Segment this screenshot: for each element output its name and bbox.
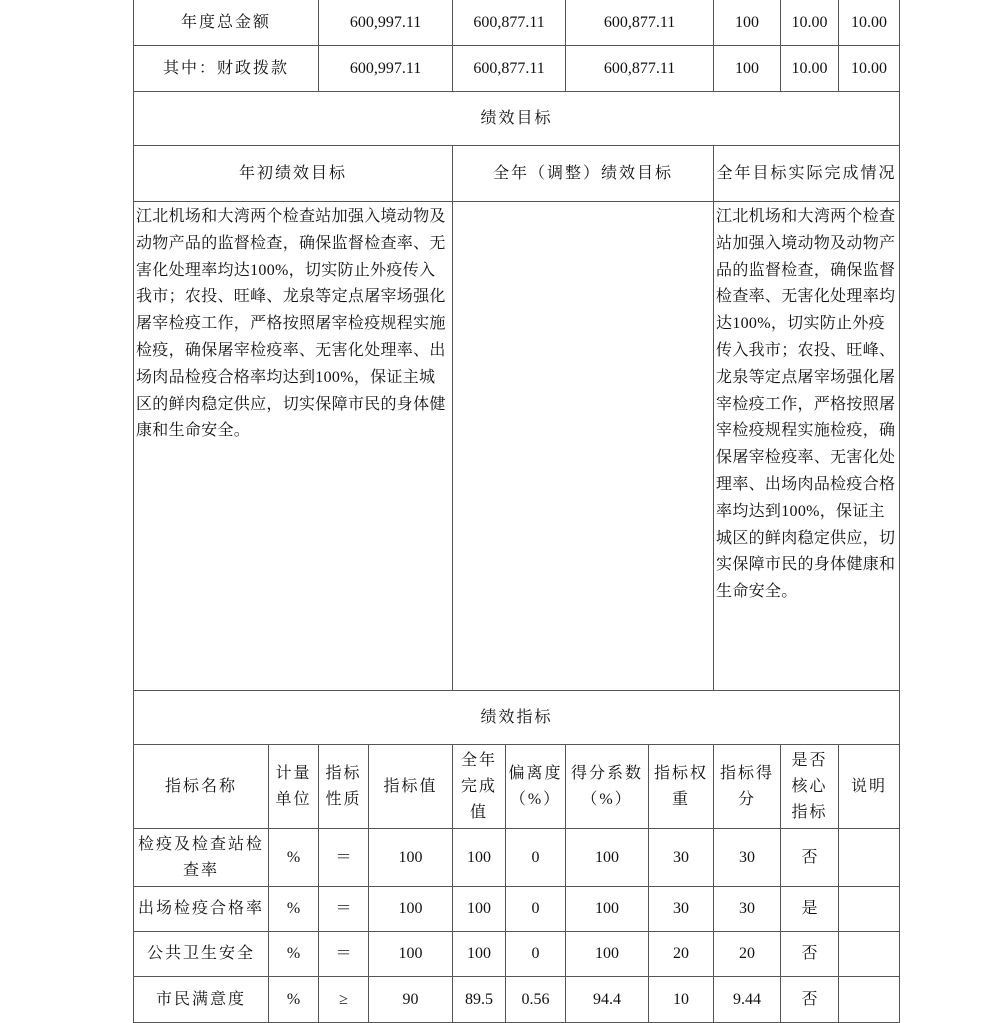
indicator-cell: 90 [369, 977, 453, 1023]
indicator-header: 指标权重 [649, 745, 714, 829]
goals-col-adjusted: 全年（调整）绩效目标 [453, 146, 714, 202]
indicator-cell: % [269, 977, 319, 1023]
goals-col-actual: 全年目标实际完成情况 [714, 146, 900, 202]
fund-v2: 600,877.11 [453, 0, 566, 46]
indicator-row [134, 977, 900, 1023]
indicator-cell: 100 [453, 829, 506, 887]
indicator-cell: 30 [649, 887, 714, 932]
indicators-section-title: 绩效指标 [134, 691, 900, 745]
indicator-cell: % [269, 932, 319, 977]
indicator-cell: 否 [781, 932, 839, 977]
indicator-header: 指标性质 [319, 745, 369, 829]
indicator-header: 计量单位 [269, 745, 319, 829]
indicator-cell: 公共卫生安全 [134, 932, 269, 977]
indicator-cell: ＝ [319, 932, 369, 977]
indicator-cell: 20 [714, 932, 781, 977]
indicator-cell: 0.56 [506, 977, 566, 1023]
indicator-cell: 0 [506, 932, 566, 977]
indicator-header: 说明 [839, 745, 900, 829]
goals-col-initial: 年初绩效目标 [134, 146, 453, 202]
indicator-cell: 100 [453, 887, 506, 932]
performance-table [133, 0, 900, 1023]
fund-v5: 10.00 [781, 0, 839, 46]
fund-v5: 10.00 [781, 46, 839, 92]
indicator-cell: ＝ [319, 887, 369, 932]
indicator-cell: 出场检疫合格率 [134, 887, 269, 932]
indicator-header: 偏离度（%） [506, 745, 566, 829]
fund-row [134, 46, 900, 92]
indicator-cell [839, 977, 900, 1023]
indicator-header-row [134, 745, 900, 829]
indicator-cell: 100 [566, 887, 649, 932]
indicator-header: 指标值 [369, 745, 453, 829]
indicator-header: 指标得分 [714, 745, 781, 829]
indicator-cell: 10 [649, 977, 714, 1023]
indicator-cell: 30 [714, 829, 781, 887]
indicator-cell: ≥ [319, 977, 369, 1023]
goals-actual-text: 江北机场和大湾两个检查站加强入境动物及动物产品的监督检查，确保监督检查率、无害化处理率均达100%，切实防止外疫传入我市；农投、旺峰、龙泉等定点屠宰场强化屠宰检疫工作，严格按照屠宰检疫规程实施检疫，确保屠宰检疫率、无害化处理率、出场肉品检疫合格率均达到100%，保证主城区的鲜肉稳定供应，切实保障市民的身体健康和生命安全。 [714, 202, 900, 691]
indicator-cell: 是 [781, 887, 839, 932]
fund-row [134, 0, 900, 46]
indicator-cell: ＝ [319, 829, 369, 887]
indicator-row [134, 932, 900, 977]
fund-label: 年度总金额 [134, 0, 319, 46]
indicator-cell: 0 [506, 829, 566, 887]
indicator-cell: 100 [566, 829, 649, 887]
fund-v4: 100 [714, 46, 781, 92]
indicator-cell [839, 932, 900, 977]
goals-initial-text: 江北机场和大湾两个检查站加强入境动物及动物产品的监督检查，确保监督检查率、无害化处理率均达100%，切实防止外疫传入我市；农投、旺峰、龙泉等定点屠宰场强化屠宰检疫工作，严格按照屠宰检疫规程实施检疫，确保屠宰检疫率、无害化处理率、出场肉品检疫合格率均达到100%，保证主城区的鲜肉稳定供应，切实保障市民的身体健康和生命安全。 [134, 202, 453, 691]
indicator-row [134, 887, 900, 932]
indicator-cell: 20 [649, 932, 714, 977]
indicator-cell: 否 [781, 829, 839, 887]
indicator-cell: 检疫及检查站检查率 [134, 829, 269, 887]
indicator-cell: 9.44 [714, 977, 781, 1023]
indicator-header: 指标名称 [134, 745, 269, 829]
indicator-cell [839, 829, 900, 887]
indicator-cell: % [269, 887, 319, 932]
fund-v1: 600,997.11 [319, 46, 453, 92]
indicator-cell: 89.5 [453, 977, 506, 1023]
fund-v6: 10.00 [839, 0, 900, 46]
indicator-cell: 100 [369, 829, 453, 887]
indicator-cell: 否 [781, 977, 839, 1023]
indicator-header: 全年完成值 [453, 745, 506, 829]
indicator-cell: 0 [506, 887, 566, 932]
fund-v4: 100 [714, 0, 781, 46]
goals-adjusted-text [453, 202, 714, 691]
fund-v6: 10.00 [839, 46, 900, 92]
indicator-row [134, 829, 900, 887]
indicator-cell: 100 [566, 932, 649, 977]
indicator-cell: 市民满意度 [134, 977, 269, 1023]
indicator-cell: 94.4 [566, 977, 649, 1023]
indicator-header: 得分系数（%） [566, 745, 649, 829]
fund-v3: 600,877.11 [566, 46, 714, 92]
indicator-cell: % [269, 829, 319, 887]
fund-v1: 600,997.11 [319, 0, 453, 46]
fund-v2: 600,877.11 [453, 46, 566, 92]
fund-v3: 600,877.11 [566, 0, 714, 46]
fund-label: 其中：财政拨款 [134, 46, 319, 92]
indicator-cell: 100 [369, 932, 453, 977]
indicator-cell: 30 [714, 887, 781, 932]
indicator-cell: 100 [369, 887, 453, 932]
indicator-cell [839, 887, 900, 932]
indicator-cell: 30 [649, 829, 714, 887]
indicator-cell: 100 [453, 932, 506, 977]
goals-section-title: 绩效目标 [134, 92, 900, 146]
indicator-header: 是否核心指标 [781, 745, 839, 829]
